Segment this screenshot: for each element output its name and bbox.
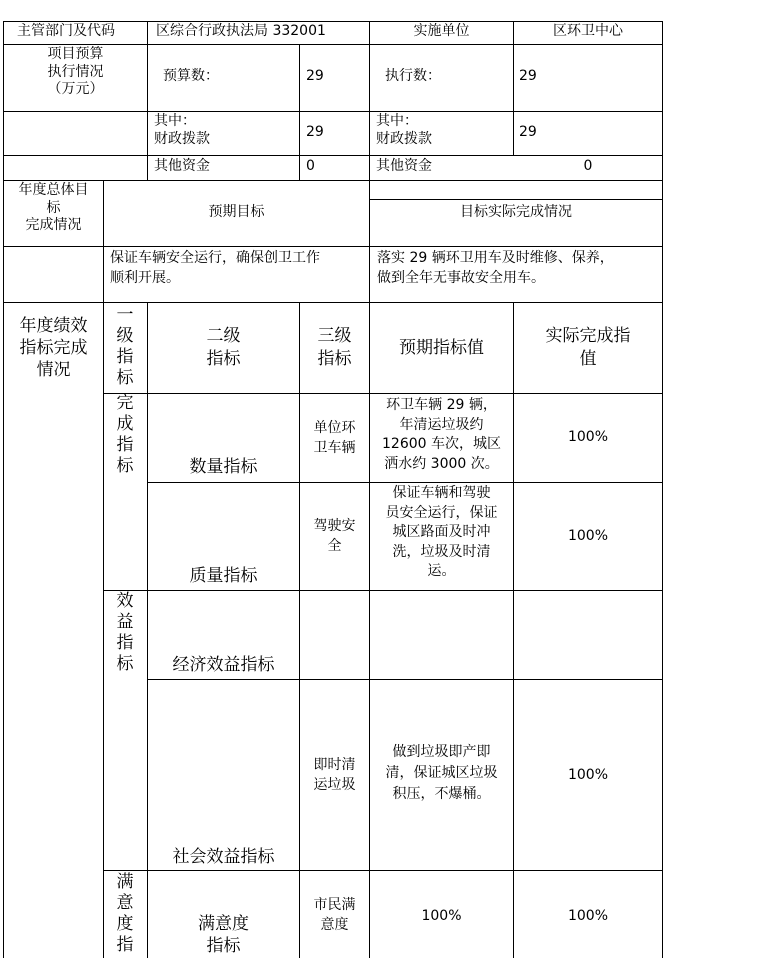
grid-line	[662, 21, 663, 958]
fiscal-value-2: 29	[519, 124, 537, 140]
grid-line	[3, 21, 4, 958]
row-actual: 100%	[567, 908, 609, 924]
budget-section-label: 项目预算 执行情况 （万元）	[47, 46, 104, 97]
grid-line	[3, 246, 663, 247]
grid-line	[3, 21, 663, 22]
level1-satisfaction: 满意度指	[116, 872, 134, 955]
row-expected: 环卫车辆 29 辆， 年清运垃圾约 12600 车次，城区 洒水约 3000 次。	[382, 397, 501, 472]
row-actual: 100%	[567, 429, 609, 445]
grid-line	[3, 44, 663, 45]
indicators-section-label: 年度绩效 指标完成 情况	[19, 316, 88, 381]
row-actual: 100%	[567, 767, 609, 783]
row-level2: 经济效益指标	[172, 655, 275, 675]
expected-goal-text: 保证车辆安全运行，确保创卫工作 顺利开展。	[110, 250, 320, 286]
grid-line	[147, 679, 663, 680]
grid-line	[103, 590, 663, 591]
grid-line	[299, 302, 300, 958]
row-level3: 单位环 卫车辆	[313, 420, 356, 457]
col-expected-header: 预期指标值	[399, 338, 484, 358]
col-level3-header: 三级 指标	[317, 326, 352, 369]
actual-goal-text: 落实 29 辆环卫用车及时维修、保养， 做到全年无事故安全用车。	[377, 250, 614, 286]
grid-line	[147, 482, 663, 483]
fiscal-label-1: 其中： 财政拨款	[154, 113, 210, 147]
other-label-1: 其他资金	[154, 158, 210, 174]
row-level2: 质量指标	[189, 566, 258, 586]
row-level3: 市民满 意度	[313, 897, 356, 934]
grid-line	[3, 302, 663, 303]
grid-line	[103, 870, 663, 871]
col-actual-header: 实际完成指 值	[545, 326, 631, 369]
grid-line	[3, 180, 663, 181]
row-actual: 100%	[567, 528, 609, 544]
row-level3: 驾驶安 全	[313, 518, 356, 555]
fiscal-label-2: 其中： 财政拨款	[376, 113, 432, 147]
goals-section-label: 年度总体目 标 完成情况	[18, 182, 89, 233]
col-level1-header: 一级指标	[116, 305, 134, 388]
exec-value: 29	[519, 68, 537, 84]
col-level2-header: 二级 指标	[206, 326, 241, 369]
grid-line	[3, 111, 663, 112]
grid-line	[147, 21, 148, 180]
level1-benefit: 效益指标	[116, 591, 134, 674]
expected-goal-header: 预期目标	[208, 204, 265, 220]
level1-completion: 完成指标	[116, 393, 134, 476]
grid-line	[3, 155, 663, 156]
other-label-2: 其他资金	[376, 158, 432, 174]
budget-value: 29	[306, 68, 324, 84]
exec-label: 执行数：	[385, 68, 441, 84]
row-expected: 100%	[421, 908, 462, 924]
grid-line	[299, 44, 300, 180]
other-value-2: 0	[583, 158, 593, 174]
row-expected: 保证车辆和驾驶 员安全运行，保证 城区路面及时冲 洗，垃圾及时清 运。	[385, 485, 498, 580]
row-level2: 社会效益指标	[172, 847, 275, 867]
dept-value: 区综合行政执法局 332001	[156, 23, 326, 39]
grid-line	[103, 180, 104, 958]
row-level3: 即时清 运垃圾	[313, 757, 356, 794]
grid-line	[103, 393, 663, 394]
actual-goal-header: 目标实际完成情况	[460, 204, 572, 220]
dept-label: 主管部门及代码	[17, 23, 115, 39]
budget-label: 预算数：	[163, 68, 219, 84]
grid-line	[369, 21, 370, 302]
grid-line	[513, 302, 514, 958]
row-level2: 数量指标	[189, 457, 258, 477]
fiscal-value-1: 29	[306, 124, 324, 140]
row-level2: 满意度 指标	[198, 914, 249, 957]
grid-line	[369, 199, 663, 200]
other-value-1: 0	[306, 158, 315, 174]
row-expected: 做到垃圾即产即 清，保证城区垃圾 积压，不爆桶。	[385, 744, 498, 802]
unit-value: 区环卫中心	[553, 23, 623, 39]
unit-label: 实施单位	[413, 23, 470, 39]
grid-line	[513, 44, 514, 155]
